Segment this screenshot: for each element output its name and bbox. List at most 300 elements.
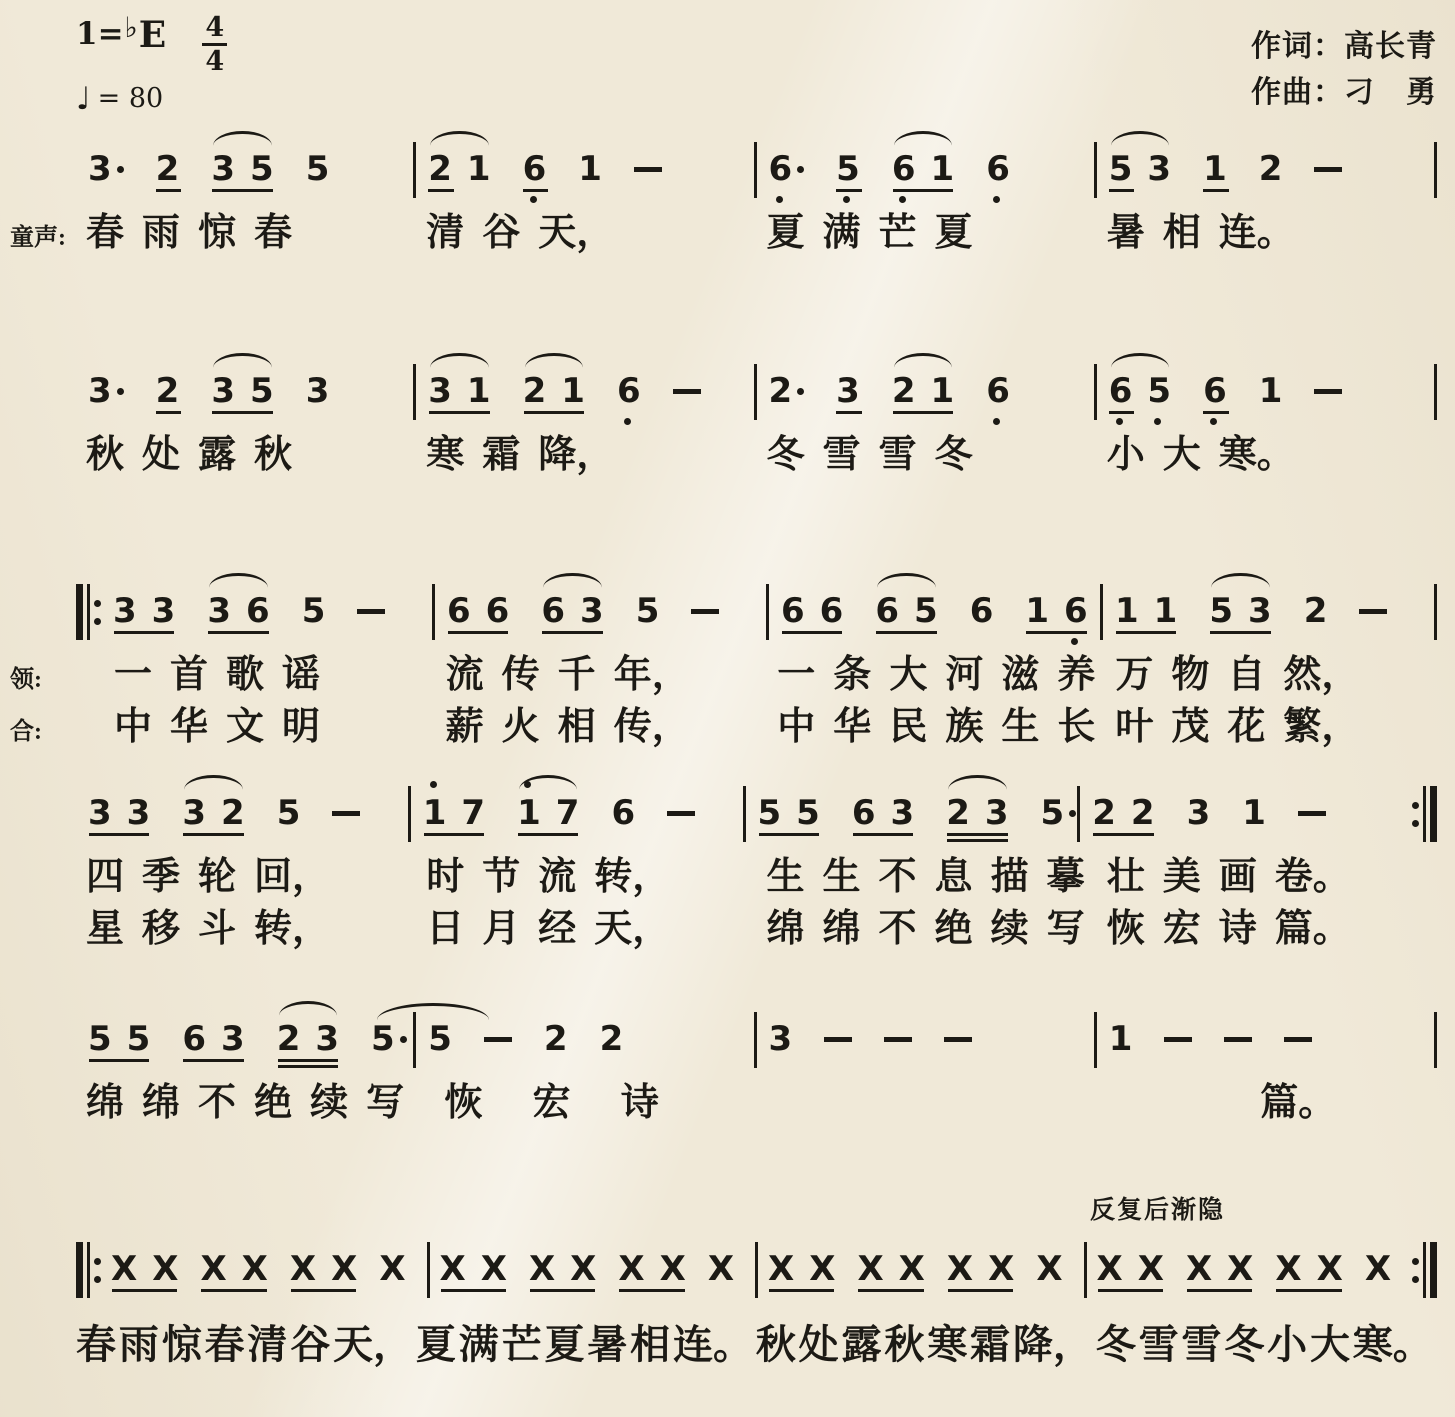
music-system [10,130,1437,258]
lyric-char: 花 [1227,706,1266,748]
dash-rest [673,389,701,394]
lyric-char: 华 [833,706,872,748]
lyric-char: 经 [538,908,577,950]
note [809,1250,835,1288]
repeat-dot [1412,802,1419,809]
note [156,372,180,410]
dash-rest [1314,167,1342,172]
note-digit: 3 [1147,149,1172,189]
note-digit: 6 [1064,591,1088,631]
note-digit: 3 [315,1019,340,1059]
augmentation-dot [400,1036,407,1043]
lyric-char: 连。 [672,1322,753,1367]
repeat-dot [94,1276,101,1283]
lyric-char: 一 [114,654,153,696]
lyrics-row [76,1078,1437,1128]
note [1138,1250,1164,1288]
lyric-char: 冬 [766,434,805,476]
lyric-char: 传 [501,654,540,696]
note-digit: 1 [930,149,955,189]
note [1259,150,1283,188]
note-digit: 2 [221,793,245,833]
lyric-char: 写 [366,1082,405,1124]
credits [1251,24,1437,116]
lyric-char: 茂 [1171,706,1210,748]
repeat-dots [1412,786,1419,842]
lyric-char: 长 [1057,706,1096,748]
note [467,372,491,410]
note-group [1109,372,1171,410]
quarter-note-icon: ♩ [76,80,91,117]
lyrics-row [76,430,1437,480]
note-digit: 3 [88,149,112,189]
note-digit: 6 [541,591,566,631]
lyrics-cell [1097,854,1437,900]
measure [1097,1000,1434,1058]
note [156,150,180,188]
lyric-char: 相 [1162,212,1201,254]
lyric-char: 芒 [878,212,917,254]
note-group [523,372,585,410]
note-digit: 5 [635,591,660,631]
lyric-char: 大 [1309,1322,1350,1367]
beam-line [1187,1289,1252,1292]
note-digit: X [1137,1249,1164,1289]
low-octave-dot [776,196,783,203]
low-octave-dot [1154,418,1161,425]
note-digit: 3 [428,371,452,411]
note-digit: X [111,1249,138,1289]
dash-rest [1224,1037,1252,1042]
meter-numerator: 4 [205,12,225,43]
repeat-dot [94,618,101,625]
duration-underline [428,189,454,192]
lyric-char: 篇。 [1260,1082,1337,1124]
lyrics-cell [1105,704,1437,750]
note-digit: 6 [986,371,1010,411]
lyrics-cell [798,1080,1437,1126]
note-group [781,592,843,630]
lyrics-cell [76,210,416,256]
lyric-char: 夏 [934,212,973,254]
beam-line [208,631,268,634]
lyrics-cell [436,704,768,750]
note [88,794,112,832]
note-digit: 5 [250,149,274,189]
lyrics-cell [76,854,416,900]
lyric-char: 连。 [1218,212,1295,254]
note-digit: 3 [151,591,176,631]
lyric-char: 四 [86,856,125,898]
note-digit: 5 [1147,371,1172,411]
lyric-char: 文 [226,706,265,748]
bottom-lyrics-row [76,1322,1437,1368]
meter-denominator: 4 [205,46,225,77]
lyric-char: 大 [1162,434,1201,476]
measure [769,572,1100,630]
note [891,794,915,832]
note-digit: 2 [1092,793,1116,833]
note-digit: 7 [461,793,486,833]
lyric-char: 年， [613,654,690,696]
note [113,592,137,630]
note-digit: 5 [1108,149,1133,189]
lyric-char: 中 [777,706,816,748]
note-digit: X [331,1249,358,1289]
note-digit: 6 [1108,371,1133,411]
lyric-char: 千 [557,654,596,696]
note-group [113,592,175,630]
beam-line [1026,631,1086,634]
note-digit: 6 [875,591,900,631]
note [1186,1250,1212,1288]
beam-line [1098,1289,1163,1292]
lyric-char: 转， [254,908,331,950]
note-digit: 1 [517,793,541,833]
beam-line [619,1289,684,1292]
measure [76,352,413,410]
low-octave-dot [899,196,906,203]
lyric-char: 恢 [1106,908,1145,950]
note-group [88,794,150,832]
note-digit: X [1364,1249,1392,1289]
note [768,1250,794,1288]
beam-line [759,833,819,836]
note-digit: X [1316,1249,1343,1289]
low-octave-dot [1210,418,1217,425]
lyric-char: 暑 [1106,212,1145,254]
lyric-char: 冬 [1224,1322,1265,1367]
note-digit: 3 [768,1019,793,1059]
lyrics-cell [76,1080,414,1126]
low-octave-dot [993,418,1000,425]
note-digit: 5 [276,793,301,833]
note [1131,794,1155,832]
note [1275,1250,1301,1288]
lyric-char: 条 [833,654,872,696]
note-digit: X [289,1249,317,1289]
note [892,150,916,188]
beam-line [893,411,953,414]
lyrics-row [76,852,1437,902]
dash-rest [667,811,695,816]
measure [758,1230,1084,1288]
note-group [1097,1250,1164,1288]
notation-row [76,1000,1437,1076]
note [207,592,231,630]
lyric-char: 续 [310,1082,349,1124]
note-digit: 5 [371,1019,395,1059]
note-digit: 3 [1186,793,1211,833]
key-note: E [138,14,167,56]
note [611,794,635,832]
lyric-char: 节 [482,856,521,898]
beam-line [1116,631,1176,634]
slur-arc [213,131,271,146]
note [277,1020,301,1058]
note-group [892,150,954,188]
lyric-char: 轮 [198,856,237,898]
note-digit: 5 [836,149,860,189]
repeat-dot [1412,820,1419,827]
note [1203,150,1227,188]
duration-underline [1109,189,1135,192]
note-digit: 3 [211,371,236,411]
lyric-char: 绝 [934,908,973,950]
note [660,1250,686,1288]
note [875,592,899,630]
note-group [277,1020,339,1058]
note [1147,372,1171,410]
note [1317,1250,1343,1288]
note-group [529,1250,596,1288]
note [306,372,330,410]
note-digit: X [898,1249,925,1289]
note-digit: 2 [155,149,180,189]
measure [76,1000,413,1058]
lyric-char: 雪 [878,434,917,476]
slur-arc [1211,573,1269,588]
beam-line [114,631,174,634]
note [1259,372,1283,410]
note [1041,794,1077,832]
key-signature-block [76,11,1437,117]
note [892,372,916,410]
note-digit: 5 [914,591,938,631]
note-group [1186,1250,1253,1288]
note-digit: 3 [890,793,915,833]
lyric-char: 春 [76,1322,116,1367]
barline-thick [76,584,83,640]
repeat-fade-label: 反复后渐隐 [1089,1197,1225,1224]
measure [435,572,766,630]
lyric-char: 芒 [501,1322,542,1367]
note [88,150,124,188]
note [1036,1250,1062,1288]
note-digit: 6 [969,591,994,631]
slur-arc [184,775,242,790]
note [423,794,447,832]
note-digit: X [707,1249,735,1289]
lyric-char: 寒。 [1218,434,1295,476]
note-group [1275,1250,1342,1288]
note-group [892,372,954,410]
note-digit: 2 [428,149,452,189]
note [836,150,860,188]
note [769,1020,793,1058]
measure [1097,130,1434,188]
note [447,592,471,630]
lyric-char: 满 [822,212,861,254]
slur-arc [209,573,267,588]
beam-line [112,1289,177,1292]
note-digit: 1 [578,149,602,189]
note [127,794,151,832]
measure [746,774,1078,832]
lyric-char: 星 [86,908,125,950]
beam-line [858,1289,923,1292]
slur-arc [894,131,952,146]
note-digit: 5 [250,371,274,411]
note-digit: 3 [580,591,604,631]
lyric-char: 冬 [934,434,973,476]
slur-arc [430,353,488,368]
note [852,794,876,832]
lyric-char: 降， [1012,1322,1093,1367]
note [290,1250,316,1288]
beam-line [201,1289,266,1292]
note [88,1020,112,1058]
lyrics-cell [436,652,768,698]
beam-line [291,1289,356,1292]
lyric-char: 叶 [1115,706,1154,748]
music-system [76,352,1437,480]
lyric-char: 卷。 [1274,856,1351,898]
slur-arc [948,775,1006,790]
beam-line [429,411,489,414]
note-group [517,794,579,832]
note [486,592,510,630]
low-octave-dot [993,196,1000,203]
note [111,1250,137,1288]
lyric-char: 民 [889,706,928,748]
note-digit: 7 [555,793,580,833]
beam-line [524,411,584,414]
repeat-end-barline [1412,1242,1437,1298]
note-digit: X [618,1249,645,1289]
lyricist-name: 高长青 [1344,30,1437,63]
note [379,1250,405,1288]
note [242,1250,268,1288]
slur-arc [525,353,583,368]
dash-rest [1359,609,1387,614]
duration-underline [1203,189,1229,192]
note [544,1020,568,1058]
beam-line [948,1289,1013,1292]
lyric-char: 小 [1106,434,1145,476]
lyric-char: 首 [170,654,209,696]
note-digit: X [1275,1249,1302,1289]
lyric-char: 寒 [927,1322,968,1367]
note-digit: 6 [1203,371,1227,411]
beam-line [183,1059,243,1062]
note-digit: 2 [946,793,970,833]
voice-label: 领: [10,667,42,693]
lyrics-cell [601,1080,798,1126]
measure [430,1230,756,1288]
low-octave-dot [624,418,631,425]
note [1097,1250,1123,1288]
lyric-char: 画 [1218,856,1257,898]
note-digit: 5 [1040,793,1065,833]
music-system [76,1197,1437,1306]
lyric-char: 清 [247,1322,288,1367]
note [1242,794,1266,832]
measure [411,774,743,832]
measure [1097,352,1434,410]
note-group [447,592,509,630]
lyric-char: 族 [945,706,984,748]
note [1203,372,1227,410]
note-group [211,150,273,188]
note [636,592,660,630]
lyric-char: 谣 [282,654,321,696]
note [523,150,547,188]
note-digit: 3 [182,793,207,833]
lyric-char: 诗 [620,1082,659,1124]
lyric-char: 养 [1057,654,1096,696]
note-group [88,1020,150,1058]
note [769,372,805,410]
beam-line [876,631,936,634]
duration-underline [156,189,182,192]
note [1109,1020,1133,1058]
note [200,1250,226,1288]
note [428,150,452,188]
note-digit: 1 [1108,1019,1133,1059]
lyrics-cell [757,210,1097,256]
lyric-char: 万 [1115,654,1154,696]
dash-rest [824,1037,852,1042]
note-digit: X [809,1249,836,1289]
note-digit: 1 [561,371,585,411]
lyrics-cell [104,704,436,750]
duration-underline [523,189,549,192]
beam-line [530,1289,595,1292]
note [947,1250,973,1288]
lyric-char: 满 [458,1322,499,1367]
note-group [541,592,603,630]
note-group [207,592,269,630]
note-digit: 6 [182,1019,207,1059]
lyric-char: 秋 [86,434,125,476]
lyrics-cell [1097,210,1437,256]
lyric-char: 续 [990,908,1029,950]
note-group [852,794,914,832]
note [556,794,580,832]
lyric-char: 华 [170,706,209,748]
composer-name: 刁 勇 [1344,76,1437,109]
lyric-char: 薪 [445,706,484,748]
note-digit: 1 [1153,591,1178,631]
note-digit: 6 [819,591,844,631]
lyric-char: 壮 [1106,856,1145,898]
note-group [1115,592,1177,630]
note-digit: 3 [836,371,860,411]
lyrics-row [76,904,1437,954]
repeat-start-barline [76,1242,101,1298]
dash-rest [1314,389,1342,394]
note-digit: 2 [155,371,180,411]
note-digit: 6 [768,149,793,189]
lyric-char: 写 [1046,908,1085,950]
note [1248,592,1272,630]
lyrics-row [10,702,1437,752]
measure [757,1000,1094,1058]
beam-line [769,1289,834,1292]
dash-rest [884,1037,912,1042]
note-digit: 6 [485,591,510,631]
slur-arc [1111,353,1169,368]
measure [757,130,1094,188]
flat-sign-icon: ♭ [124,11,138,44]
beam-line [1276,1289,1341,1292]
lyric-char: 绵 [86,1082,125,1124]
measure [757,352,1094,410]
note [931,150,955,188]
lyric-char: 寒。 [1352,1322,1433,1367]
repeat-dot [1412,1276,1419,1283]
